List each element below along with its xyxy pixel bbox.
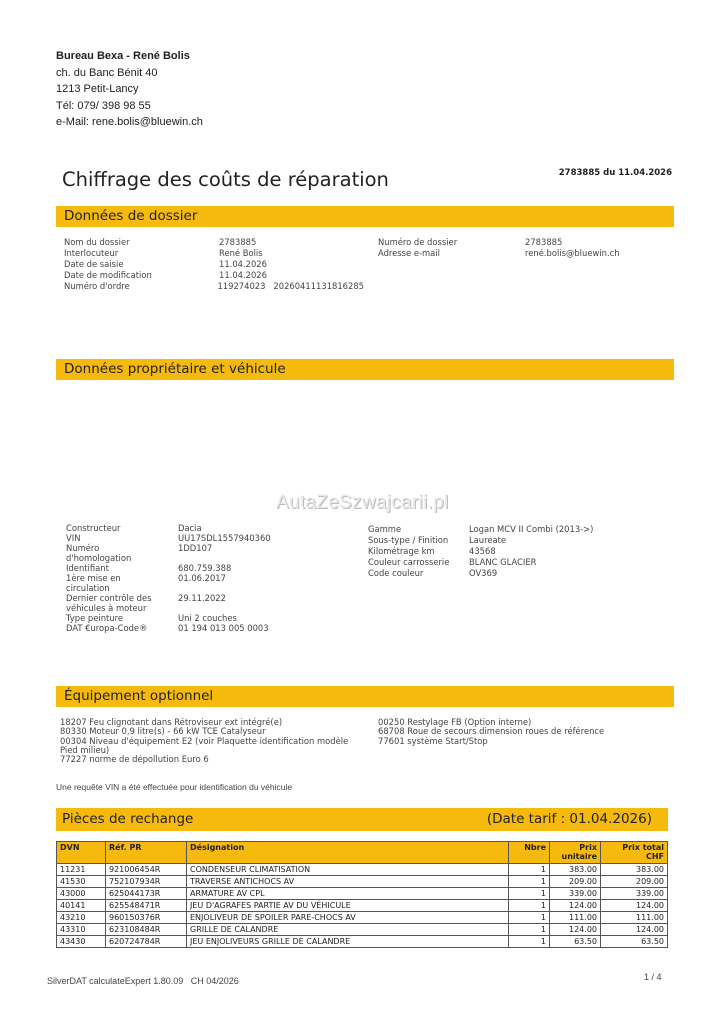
field-row [64,237,364,248]
footer-software: SilverDAT calculateExpert 1.80.09 CH 04/2026 [47,976,239,986]
field-row [66,543,356,563]
field-row [378,237,668,248]
cell-total-price: 111.00 [601,912,668,924]
cell-dvn: 40141 [57,900,106,912]
cell-designation: ARMATURE AV CPL [187,888,509,900]
cell-dvn: 43430 [57,936,106,948]
cell-ref: 625548471R [106,900,187,912]
cell-unit-price: 111.00 [550,912,601,924]
field-row [368,557,668,568]
sender-address [56,48,203,131]
field-label: Numéro d'homologation [66,543,132,563]
cell-dvn: 11231 [57,864,106,876]
cell-total-price: 124.00 [601,924,668,936]
field-row [66,623,356,633]
field-label: Couleur carrosserie [368,557,450,567]
field-label: Identifiant [66,563,109,573]
field-value: OV369 [469,568,498,578]
field-value: 01.06.2017 [178,573,226,583]
sender-phone: Tél: 079/ 398 98 55 [56,99,151,112]
cell-dvn: 43310 [57,924,106,936]
cell-ref: 921006454R [106,864,187,876]
cell-ref: 752107934R [106,876,187,888]
field-value: Logan MCV II Combi (2013->) [469,524,594,534]
field-row [66,573,356,593]
col-total-price: Prix total CHF [601,842,668,864]
field-label: Gamme [368,524,402,534]
dossier-left-fields [64,237,364,292]
field-value: Dacia [178,523,202,533]
field-value: 1DD107 [178,543,213,553]
document-reference: 2783885 du 11.04.2026 [558,168,672,178]
section-bar-parts [56,808,668,831]
section-bar-dossier [56,206,674,227]
field-label: Kilométrage km [368,546,435,556]
field-label: DAT €uropa-Code® [66,623,148,633]
cell-qty: 1 [509,936,550,948]
cell-qty: 1 [509,888,550,900]
cell-designation: JEU ENJOLIVEURS GRILLE DE CALANDRE [187,936,509,948]
field-label: Nom du dossier [64,237,130,247]
equipment-item: 77227 norme de dépollution Euro 6 [60,754,209,765]
cell-qty: 1 [509,864,550,876]
field-value: 01 194 013 005 0003 [178,623,269,633]
cell-designation: JEU D'AGRAFES PARTIE AV DU VÉHICULE [187,900,509,912]
section-title-equipment: Équipement optionnel [64,688,214,704]
equipment-item: 80330 Moteur 0,9 litre(s) - 66 kW TCE Catalyseur [60,726,266,737]
equipment-item: 18207 Feu clignotant dans Rétroviseur ext intégré(e) [60,717,283,727]
field-row [64,259,364,270]
cell-unit-price: 124.00 [550,900,601,912]
table-row [57,864,668,876]
cell-designation: GRILLE DE CALANDRE [187,924,509,936]
field-value: BLANC GLACIER [469,557,537,567]
field-value: Uni 2 couches [178,613,237,623]
field-row [368,546,668,557]
sender-city: 1213 Petit-Lancy [56,83,139,95]
cell-ref: 620724784R [106,936,187,948]
cell-unit-price: 209.00 [550,876,601,888]
table-row [57,900,668,912]
table-row [57,876,668,888]
cell-total-price: 63.50 [601,936,668,948]
field-value: René Bolis [219,248,263,258]
field-label: 1ère mise en circulation [66,573,121,593]
field-label: Code couleur [368,568,424,578]
sender-street: ch. du Banc Bénit 40 [56,66,158,79]
field-label: Sous-type / Finition [368,535,449,545]
cell-qty: 1 [509,876,550,888]
parts-table [56,841,668,948]
field-label: Constructeur [66,523,121,533]
col-designation: Désignation [187,842,509,864]
field-row [66,533,356,543]
field-row [66,593,356,613]
cell-designation: ENJOLIVEUR DE SPOILER PARE-CHOCS AV [187,912,509,924]
table-row [57,888,668,900]
col-unit-price: Prix unitaire [550,842,601,864]
cell-ref: 960150376R [106,912,187,924]
cell-dvn: 41530 [57,876,106,888]
equipment-item: 77601 système Start/Stop [378,735,488,746]
cell-total-price: 339.00 [601,888,668,900]
field-row [64,281,364,292]
field-label: Numéro d'ordre [64,281,130,291]
cell-total-price: 124.00 [601,900,668,912]
field-label: Numéro de dossier [378,237,458,247]
cell-unit-price: 339.00 [550,888,601,900]
equipment-right-list [378,718,668,746]
field-label: VIN [66,533,81,543]
field-value: 11.04.2026 [219,259,267,269]
table-row [57,912,668,924]
table-row [57,936,668,948]
equipment-item: 68708 Roue de secours dimension roues de référence [378,726,605,737]
section-title-dossier: Données de dossier [64,208,198,224]
field-label: Date de modification [64,270,152,280]
section-bar-vehicle [56,359,674,380]
field-value: 11.04.2026 [219,270,267,280]
field-row [378,248,668,259]
vehicle-left-fields [66,523,356,633]
equipment-left-list [60,718,370,764]
cell-qty: 1 [509,912,550,924]
field-row [368,535,668,546]
field-value: 2783885 [525,237,563,247]
sender-email: e-Mail: rene.bolis@bluewin.ch [56,116,203,128]
col-dvn: DVN [57,842,106,864]
table-row [57,924,668,936]
section-bar-equipment [56,686,674,707]
parts-tariff-date: (Date tarif : 01.04.2026) [486,811,652,827]
field-row [368,568,668,579]
cell-total-price: 383.00 [601,864,668,876]
cell-designation: TRAVERSE ANTICHOCS AV [187,876,509,888]
sender-name: Bureau Bexa - René Bolis [56,50,190,62]
field-value: 680.759.388 [178,563,232,573]
field-row [64,248,364,259]
col-ref: Réf. PR [106,842,187,864]
field-row [66,523,356,533]
dossier-right-fields [378,237,668,259]
field-value: 2783885 [219,237,257,247]
cell-dvn: 43210 [57,912,106,924]
page-number: 1 / 4 [644,972,662,982]
field-row [66,563,356,573]
cell-ref: 623108484R [106,924,187,936]
equipment-item: 00250 Restylage FB (Option interne) [378,717,532,727]
field-row [368,524,668,535]
field-value: rené.bolis@bluewin.ch [525,248,620,258]
cell-dvn: 43000 [57,888,106,900]
cell-qty: 1 [509,900,550,912]
field-label: Dernier contrôle des véhicules à moteur [66,593,152,613]
section-title-vehicle: Données propriétaire et véhicule [64,361,286,377]
field-value: Laureate [469,535,507,545]
field-label: Interlocuteur [64,248,119,258]
cell-designation: CONDENSEUR CLIMATISATION [187,864,509,876]
section-title-parts: Pièces de rechange [62,811,194,827]
cell-qty: 1 [509,924,550,936]
field-value: 119274023 20260411131816285 [217,281,364,291]
parts-table-header [57,842,668,864]
field-value: 29.11.2022 [178,593,226,603]
vehicle-right-fields [368,524,668,579]
cell-unit-price: 63.50 [550,936,601,948]
field-row [64,270,364,281]
cell-ref: 625044173R [106,888,187,900]
equipment-item: 00304 Niveau d'équipement E2 (voir Plaquette identification modèle [60,735,349,746]
field-label: Date de saisie [64,259,124,269]
field-label: Adresse e-mail [378,248,440,258]
field-label: Type peinture [66,613,124,623]
document-title: Chiffrage des coûts de réparation [62,168,389,191]
field-row [66,613,356,623]
col-qty: Nbre [509,842,550,864]
vin-note: Une requête VIN a été effectuée pour identification du véhicule [56,782,293,792]
equipment-item: Pied milieu) [60,744,110,755]
cell-unit-price: 124.00 [550,924,601,936]
cell-unit-price: 383.00 [550,864,601,876]
field-value: 43568 [469,546,496,556]
watermark: AutaZeSzwajcarii.pl [276,492,449,513]
field-value: UU17SDL1557940360 [178,533,271,543]
cell-total-price: 209.00 [601,876,668,888]
